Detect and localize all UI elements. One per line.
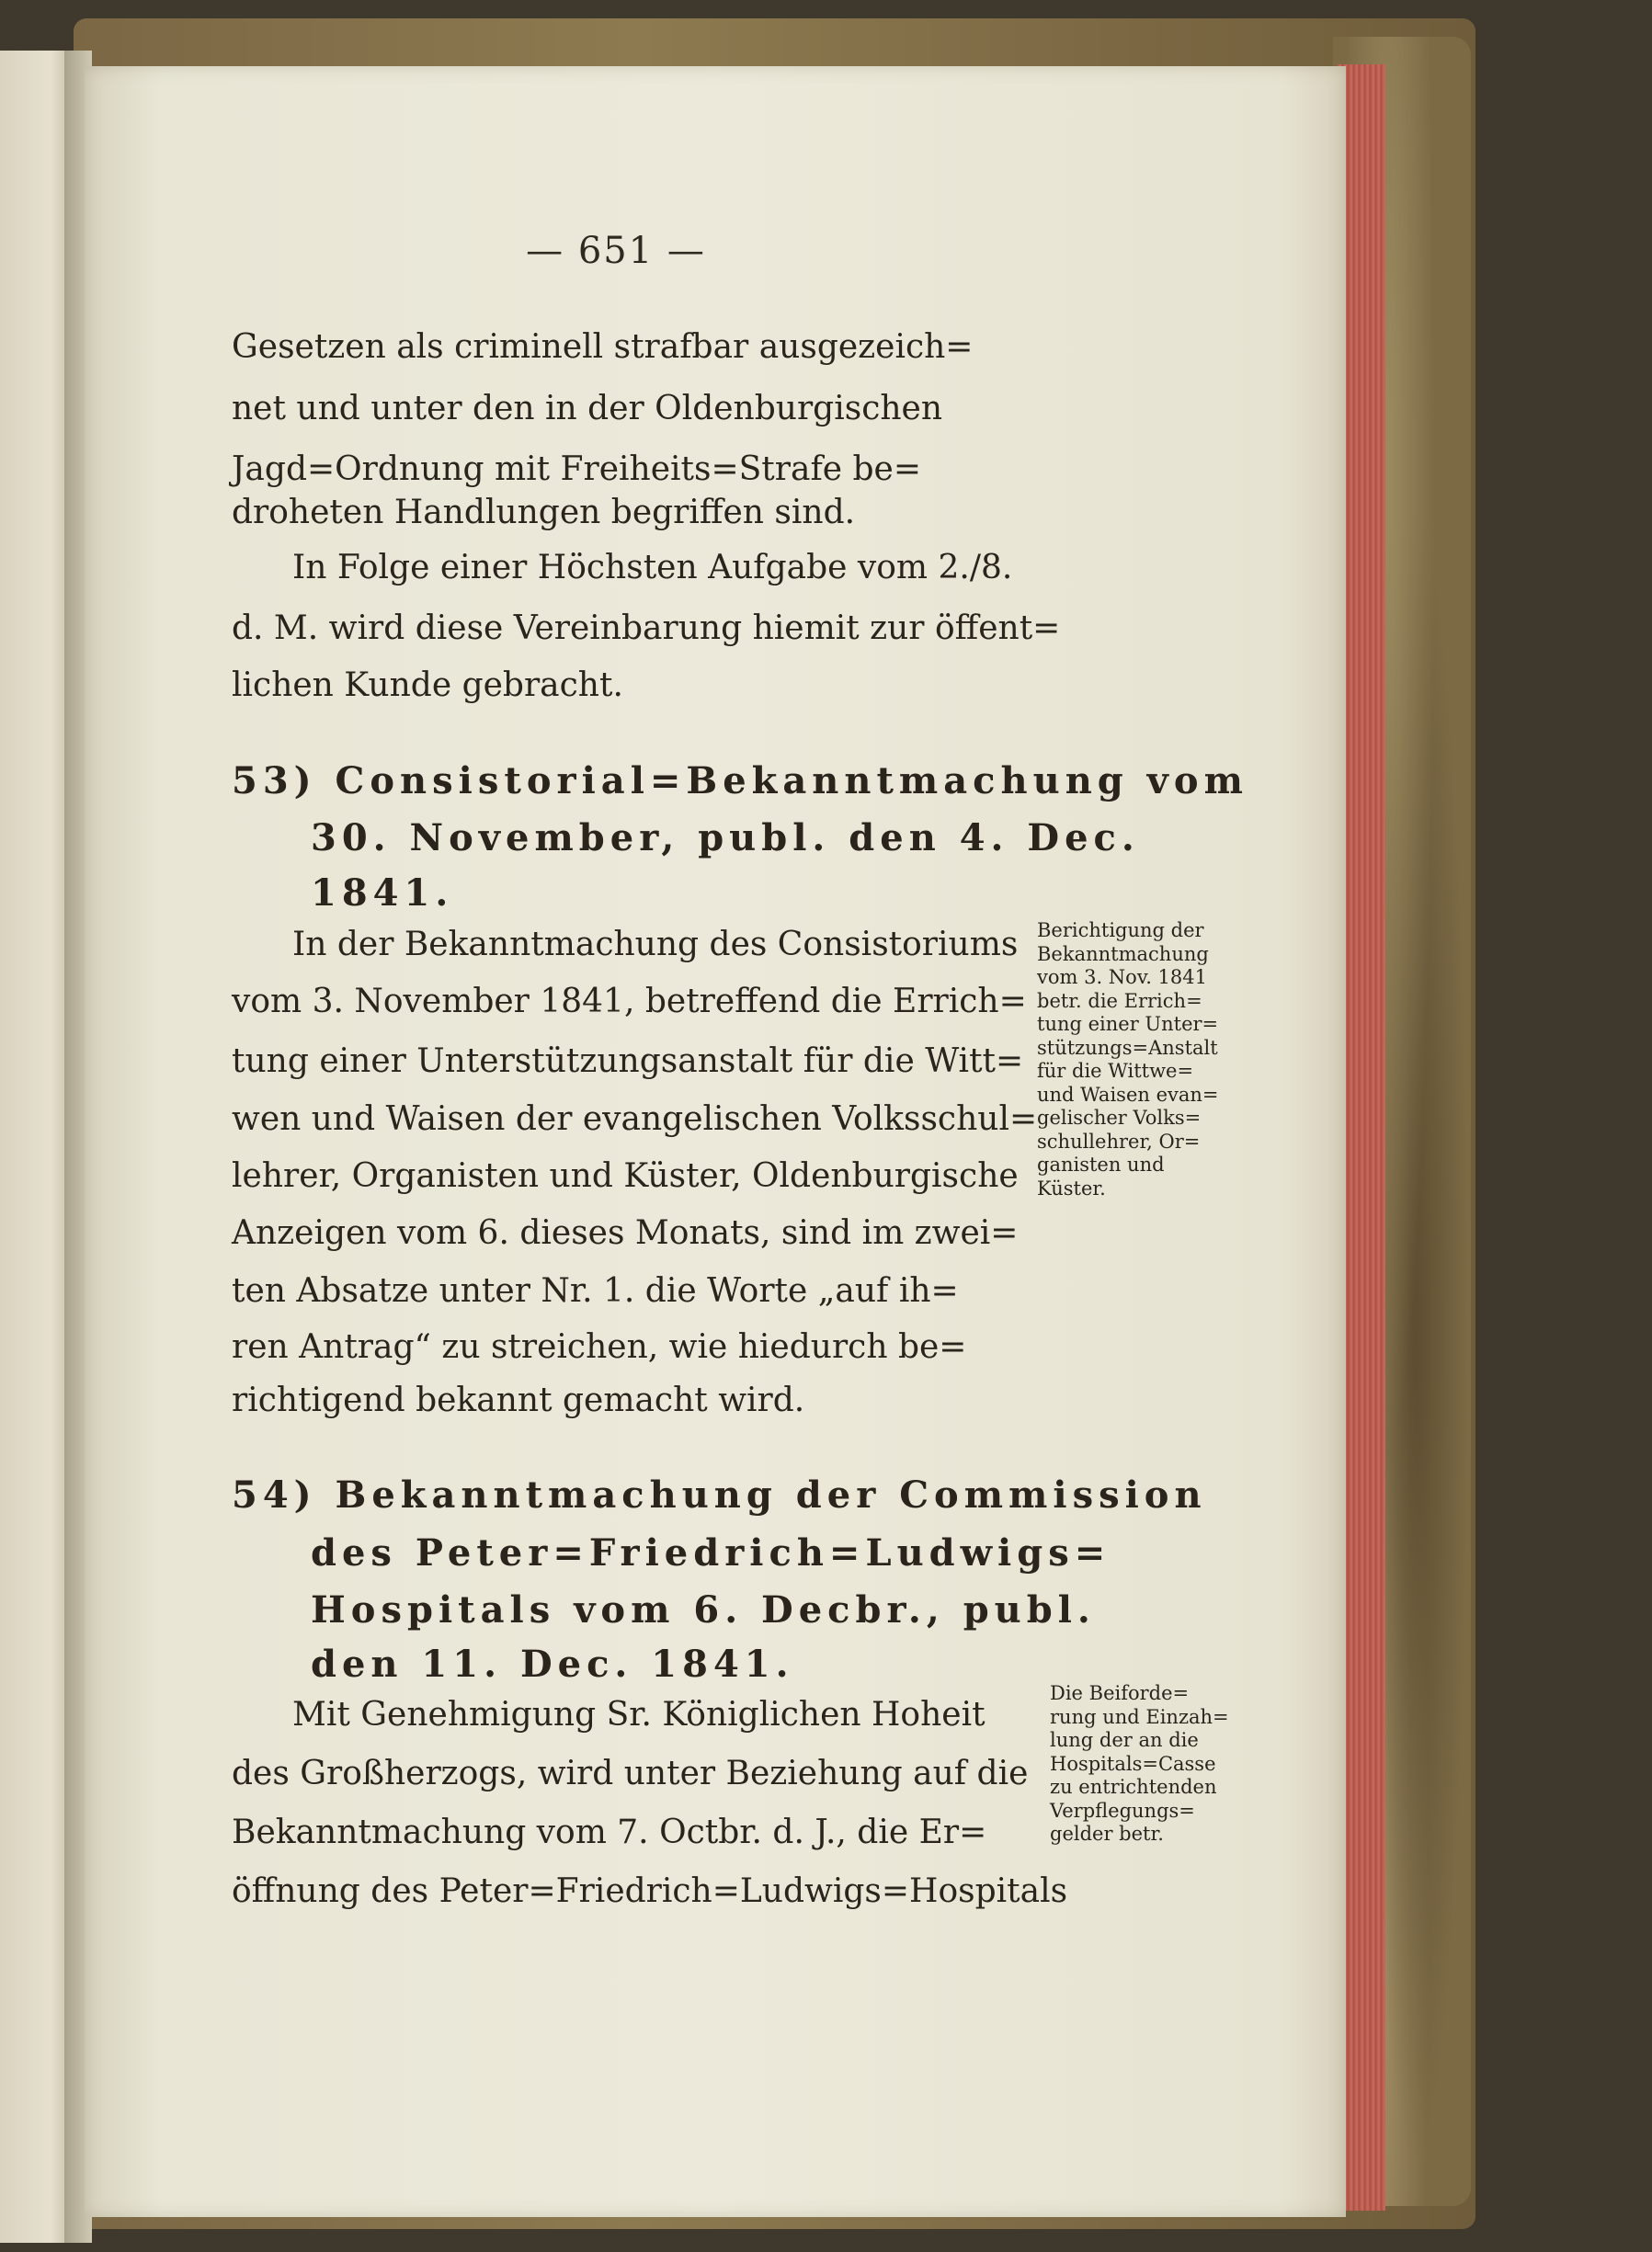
section-54-heading-line: 54) Bekanntmachung der Commission	[232, 1473, 1207, 1517]
section-53-heading-line: 1841.	[311, 871, 454, 915]
margin-note-line: schullehrer, Or=	[1037, 1130, 1201, 1153]
margin-note-line: tung einer Unter=	[1037, 1013, 1219, 1035]
section-53-body-line: wen und Waisen der evangelischen Volksschul=	[232, 1100, 1038, 1138]
margin-note-line: gelischer Volks=	[1037, 1107, 1202, 1129]
section-53-heading-line: 53) Consistorial=Bekanntmachung vom	[232, 759, 1248, 802]
section-53-body-line: ren Antrag“ zu streichen, wie hiedurch be=	[232, 1328, 967, 1366]
margin-note-line: gelder betr.	[1050, 1823, 1164, 1845]
margin-note-line: Die Beiforde=	[1050, 1682, 1190, 1704]
margin-note-line: stützungs=Anstalt	[1037, 1036, 1218, 1059]
margin-note-line: betr. die Errich=	[1037, 989, 1202, 1012]
margin-note-line: rung und Einzah=	[1050, 1705, 1229, 1728]
intro-line: droheten Handlungen begriffen sind.	[232, 494, 856, 531]
intro-line: d. M. wird diese Vereinbarung hiemit zur öffent=	[232, 609, 1061, 647]
intro-line: In Folge einer Höchsten Aufgabe vom 2./8.	[292, 549, 1013, 586]
section-54-heading-line: den 11. Dec. 1841.	[311, 1643, 794, 1686]
margin-note-line: vom 3. Nov. 1841	[1037, 966, 1207, 988]
section-54-body-line: Mit Genehmigung Sr. Königlichen Hoheit	[292, 1696, 986, 1734]
margin-note-line: für die Wittwe=	[1037, 1060, 1194, 1082]
intro-line: Gesetzen als criminell strafbar ausgezeich=	[232, 328, 974, 366]
section-53-body-line: tung einer Unterstützungsanstalt für die Witt=	[232, 1042, 1024, 1080]
margin-note-line: lung der an die	[1050, 1729, 1199, 1751]
margin-note-line: Bekanntmachung	[1037, 942, 1209, 965]
section-54-heading-line: des Peter=Friedrich=Ludwigs=	[311, 1531, 1111, 1575]
intro-line: Jagd=Ordnung mit Freiheits=Strafe be=	[232, 450, 922, 488]
left-page-edge	[0, 51, 74, 2243]
section-53-body-line: vom 3. November 1841, betreffend die Errich=	[232, 983, 1027, 1020]
margin-note-line: Berichtigung der	[1037, 919, 1204, 941]
section-54-margin-note	[1050, 1682, 1280, 1847]
section-54-body-line: des Großherzogs, wird unter Beziehung auf die	[232, 1755, 1029, 1792]
section-53-body-line: In der Bekanntmachung des Consistoriums	[292, 926, 1019, 963]
section-53-body-line: lehrer, Organisten und Küster, Oldenburgische	[232, 1157, 1019, 1195]
section-53-heading-line: 30. November, publ. den 4. Dec.	[311, 816, 1140, 859]
section-53-body-line: richtigend bekannt gemacht wird.	[232, 1382, 805, 1419]
section-54-body-line: Bekanntmachung vom 7. Octbr. d. J., die Er=	[232, 1814, 987, 1851]
section-53-margin-note	[1037, 919, 1267, 1200]
margin-note-line: zu entrichtenden	[1050, 1776, 1217, 1798]
margin-note-line: ganisten und	[1037, 1154, 1165, 1176]
section-53-body-line: ten Absatze unter Nr. 1. die Worte „auf ih=	[232, 1272, 959, 1310]
section-53-body-line: Anzeigen vom 6. dieses Monats, sind im zwei=	[232, 1214, 1019, 1252]
page-number: — 651 —	[526, 230, 706, 272]
section-54-heading-line: Hospitals vom 6. Decbr., publ.	[311, 1588, 1096, 1632]
margin-note-line: und Waisen evan=	[1037, 1083, 1219, 1106]
intro-line: lichen Kunde gebracht.	[232, 666, 623, 704]
margin-note-line: Hospitals=Casse	[1050, 1752, 1216, 1775]
margin-note-line: Küster.	[1037, 1177, 1106, 1200]
intro-line: net und unter den in der Oldenburgischen	[232, 390, 943, 427]
section-54-body-line: öffnung des Peter=Friedrich=Ludwigs=Hospitals	[232, 1872, 1068, 1910]
margin-note-line: Verpflegungs=	[1050, 1799, 1195, 1822]
